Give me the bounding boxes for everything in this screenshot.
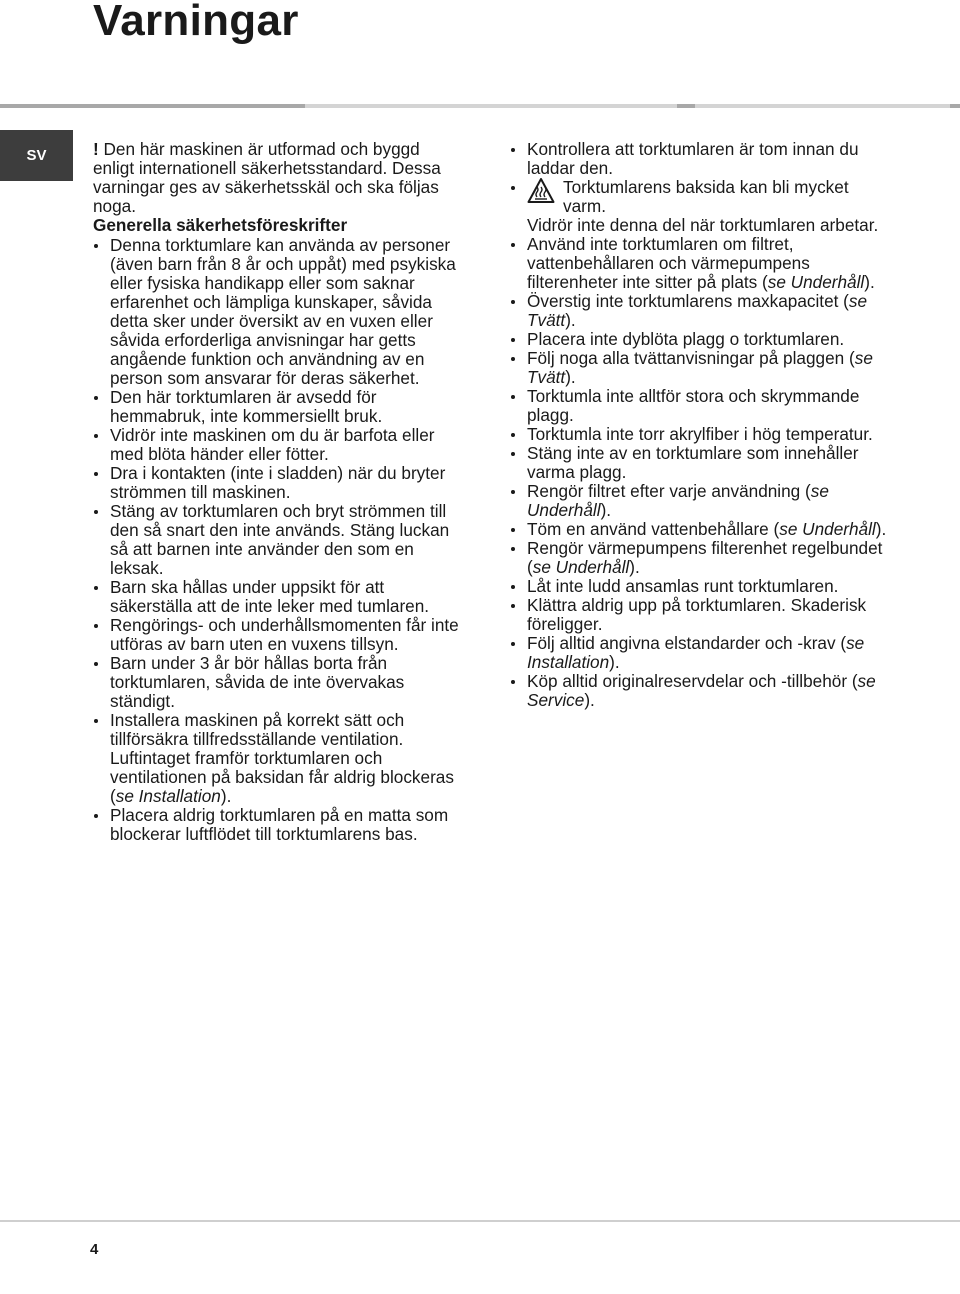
item-text: Installera maskinen på korrekt sätt och tillförsäkra tillfredsställande ventilation. Luftintaget framför torktumlaren och ventilationen på baksidan får aldrig blockeras ( (110, 710, 454, 806)
cross-reference: se Underhåll (767, 272, 865, 292)
item-text: Använd inte torktumlaren om filtret, vattenbehållaren och värmepumpens filterenheter inte sitter på plats ( (527, 234, 810, 292)
item-text: Rengör filtret efter varje användning ( (527, 481, 811, 501)
cross-reference: se Underhåll (532, 557, 630, 577)
item-text: Töm en använd vattenbehållare ( (527, 519, 780, 539)
intro-paragraph (93, 140, 465, 216)
list-item (510, 672, 888, 710)
item-text: Rengör värmepumpens filterenhet regelbundet ( (527, 538, 883, 577)
list-item (510, 520, 888, 539)
list-item: Stäng av torktumlaren och bryt strömmen till den så snart den inte används. Stäng luckan så att barnen inte använder den som en leksak. (93, 502, 465, 578)
list-item: Vidrör inte maskinen om du är barfota eller med blöta händer eller fötter. (93, 426, 465, 464)
list-item: Barn under 3 år bör hållas borta från torktumlaren, såvida de inte övervakas ständigt. (93, 654, 465, 711)
list-item (510, 634, 888, 672)
page-title: Varningar (93, 0, 299, 45)
list-item: Torktumla inte alltför stora och skrymmande plagg. (510, 387, 888, 425)
list-item (510, 482, 888, 520)
usage-safety-list (510, 140, 888, 710)
list-item: Placera inte dyblöta plagg o torktumlaren. (510, 330, 888, 349)
list-item: Låt inte ludd ansamlas runt torktumlaren. (510, 577, 888, 596)
cross-reference: se Service (527, 671, 876, 710)
cross-reference: se Installation (527, 633, 865, 672)
list-item: Torktumla inte torr akrylfiber i hög temperatur. (510, 425, 888, 444)
cross-reference: se Underhåll (779, 519, 876, 539)
item-tail: ). (584, 690, 595, 710)
list-item (510, 349, 888, 387)
item-tail: ). (864, 272, 875, 292)
item-text: Följ noga alla tvättanvisningar på plaggen ( (527, 348, 855, 368)
list-item: Placera aldrig torktumlaren på en matta som blockerar luftflödet till torktumlarens bas. (93, 806, 465, 844)
header-divider (0, 104, 960, 108)
list-item: Den här torktumlaren är avsedd för hemmabruk, inte kommersiellt bruk. (93, 388, 465, 426)
list-item (510, 539, 888, 577)
footer-divider (0, 1220, 960, 1222)
page-number: 4 (90, 1241, 99, 1258)
list-item: Dra i kontakten (inte i sladden) när du bryter strömmen till maskinen. (93, 464, 465, 502)
cross-reference: se Tvätt (527, 291, 868, 330)
language-tab: SV (0, 130, 73, 181)
item-text: Köp alltid originalreservdelar och -tillbehör ( (527, 671, 858, 691)
item-tail: ). (565, 367, 576, 387)
cross-reference: se Underhåll (527, 481, 829, 520)
hot-surface-warning-icon (527, 177, 555, 205)
left-column (93, 140, 465, 844)
list-item: Kontrollera att torktumlaren är tom innan du laddar den. (510, 140, 888, 178)
cross-reference: se Installation (115, 786, 221, 806)
item-tail: ). (220, 786, 232, 806)
item-text: Följ alltid angivna elstandarder och -krav ( (527, 633, 847, 653)
list-item: Denna torktumlare kan använda av personer (även barn från 8 år och uppåt) med psykiska eller fysiska handikapp eller som saknar erfarenhet och lämpliga kunskaper, såvida detta sker under översikt av en vuxen eller såvida erforderliga anvisningar har getts angående funktion och användning av en person som ansvarar för deras säkerhet. (93, 236, 465, 388)
item-tail: ). (629, 557, 640, 577)
right-column (510, 140, 888, 710)
list-item (510, 235, 888, 292)
item-tail: ). (565, 310, 576, 330)
warning-exclamation: ! (93, 139, 99, 159)
cross-reference: se Tvätt (527, 348, 873, 387)
list-item: Rengörings- och underhållsmomenten får inte utföras av barn uten en vuxens tillsyn. (93, 616, 465, 654)
intro-text: Den här maskinen är utformad och byggd enligt internationell säkerhetsstandard. Dessa varningar ges av säkerhetsskäl och ska följas noga. (93, 139, 441, 216)
list-item (510, 292, 888, 330)
list-item-hot-surface (510, 178, 888, 235)
list-item: Stäng inte av en torktumlare som innehåller varma plagg. (510, 444, 888, 482)
hot-surface-text: Torktumlarens baksida kan bli mycket varm. (563, 177, 849, 216)
item-text: Överstig inte torktumlarens maxkapacitet ( (527, 291, 849, 311)
list-item: Klättra aldrig upp på torktumlaren. Skaderisk föreligger. (510, 596, 888, 634)
list-item (93, 711, 465, 806)
item-tail: ). (875, 519, 887, 539)
section-heading: Generella säkerhetsföreskrifter (93, 215, 348, 235)
item-tail: ). (609, 652, 620, 672)
hot-surface-note: Vidrör inte denna del när torktumlaren arbetar. (527, 215, 879, 235)
list-item: Barn ska hållas under uppsikt för att säkerställa att de inte leker med tumlaren. (93, 578, 465, 616)
general-safety-list (93, 236, 465, 844)
item-tail: ). (600, 500, 612, 520)
